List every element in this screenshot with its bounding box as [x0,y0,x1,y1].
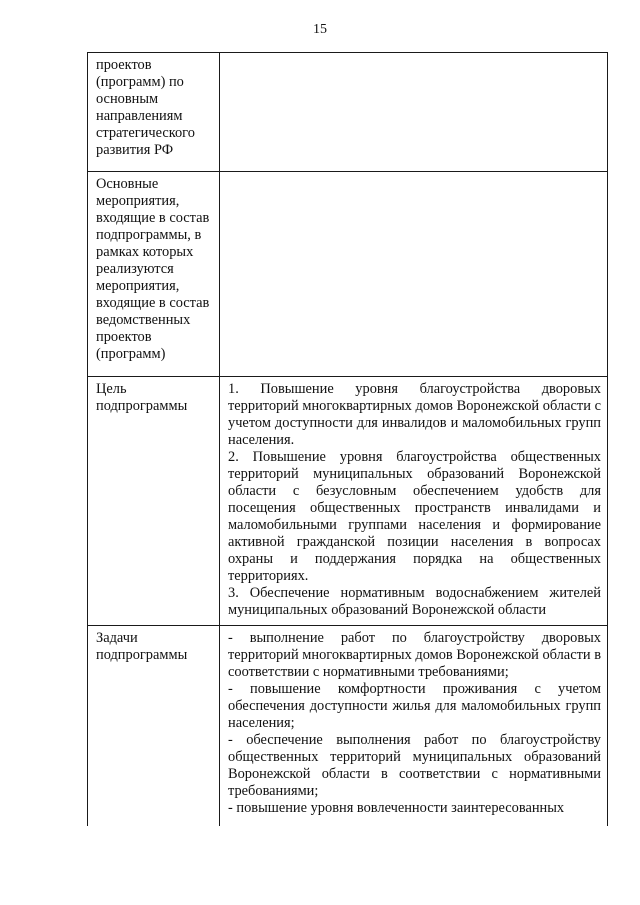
row-label-tasks: Задачи подпрограммы [88,626,220,827]
table-row [88,53,608,172]
table-row [88,172,608,377]
task-item-4: - повышение уровня вовлеченности заинтересованных [228,800,565,816]
page-number: 15 [313,22,327,37]
table-row [88,626,608,827]
passport-table [87,52,608,826]
goal-item-1: 1. Повышение уровня благоустройства дворовых территорий многоквартирных домов Воронежской области с учетом доступности для инвалидов и маломобильных групп населения. [228,381,601,448]
task-item-2: - повышение комфортности проживания с учетом обеспечения доступности жилья для маломобильных групп населения; [228,681,601,731]
row-content-main-activities [220,172,608,377]
goal-item-2: 2. Повышение уровня благоустройства общественных территорий муниципальных образований Воронежской области с безусловным обеспечением удобств для посещения общественных пространств инвалидами и маломобильными группами населения и формирование активной гражданской позиции населения в вопросах охраны и поддержания порядка на общественных территориях. [228,449,601,584]
row-content-goal [220,377,608,626]
row-label-goal: Цель подпрограммы [88,377,220,626]
row-content-projects [220,53,608,172]
task-item-1: - выполнение работ по благоустройству дворовых территорий многоквартирных домов Воронежской области в соответствии с нормативными требованиями; [228,630,601,680]
table-row [88,377,608,626]
task-item-3: - обеспечение выполнения работ по благоустройству общественных территорий муниципальных образований Воронежской области в соответствии с нормативными требованиями; [228,732,601,799]
row-label-projects: проектов (программ) по основным направлениям стратегического развития РФ [88,53,220,172]
row-label-main-activities: Основные мероприятия, входящие в состав подпрограммы, в рамках которых реализуются мероприятия, входящие в состав ведомственных проектов (программ) [88,172,220,377]
row-content-tasks [220,626,608,827]
goal-item-3: 3. Обеспечение нормативным водоснабжением жителей муниципальных образований Воронежской области [228,585,601,618]
